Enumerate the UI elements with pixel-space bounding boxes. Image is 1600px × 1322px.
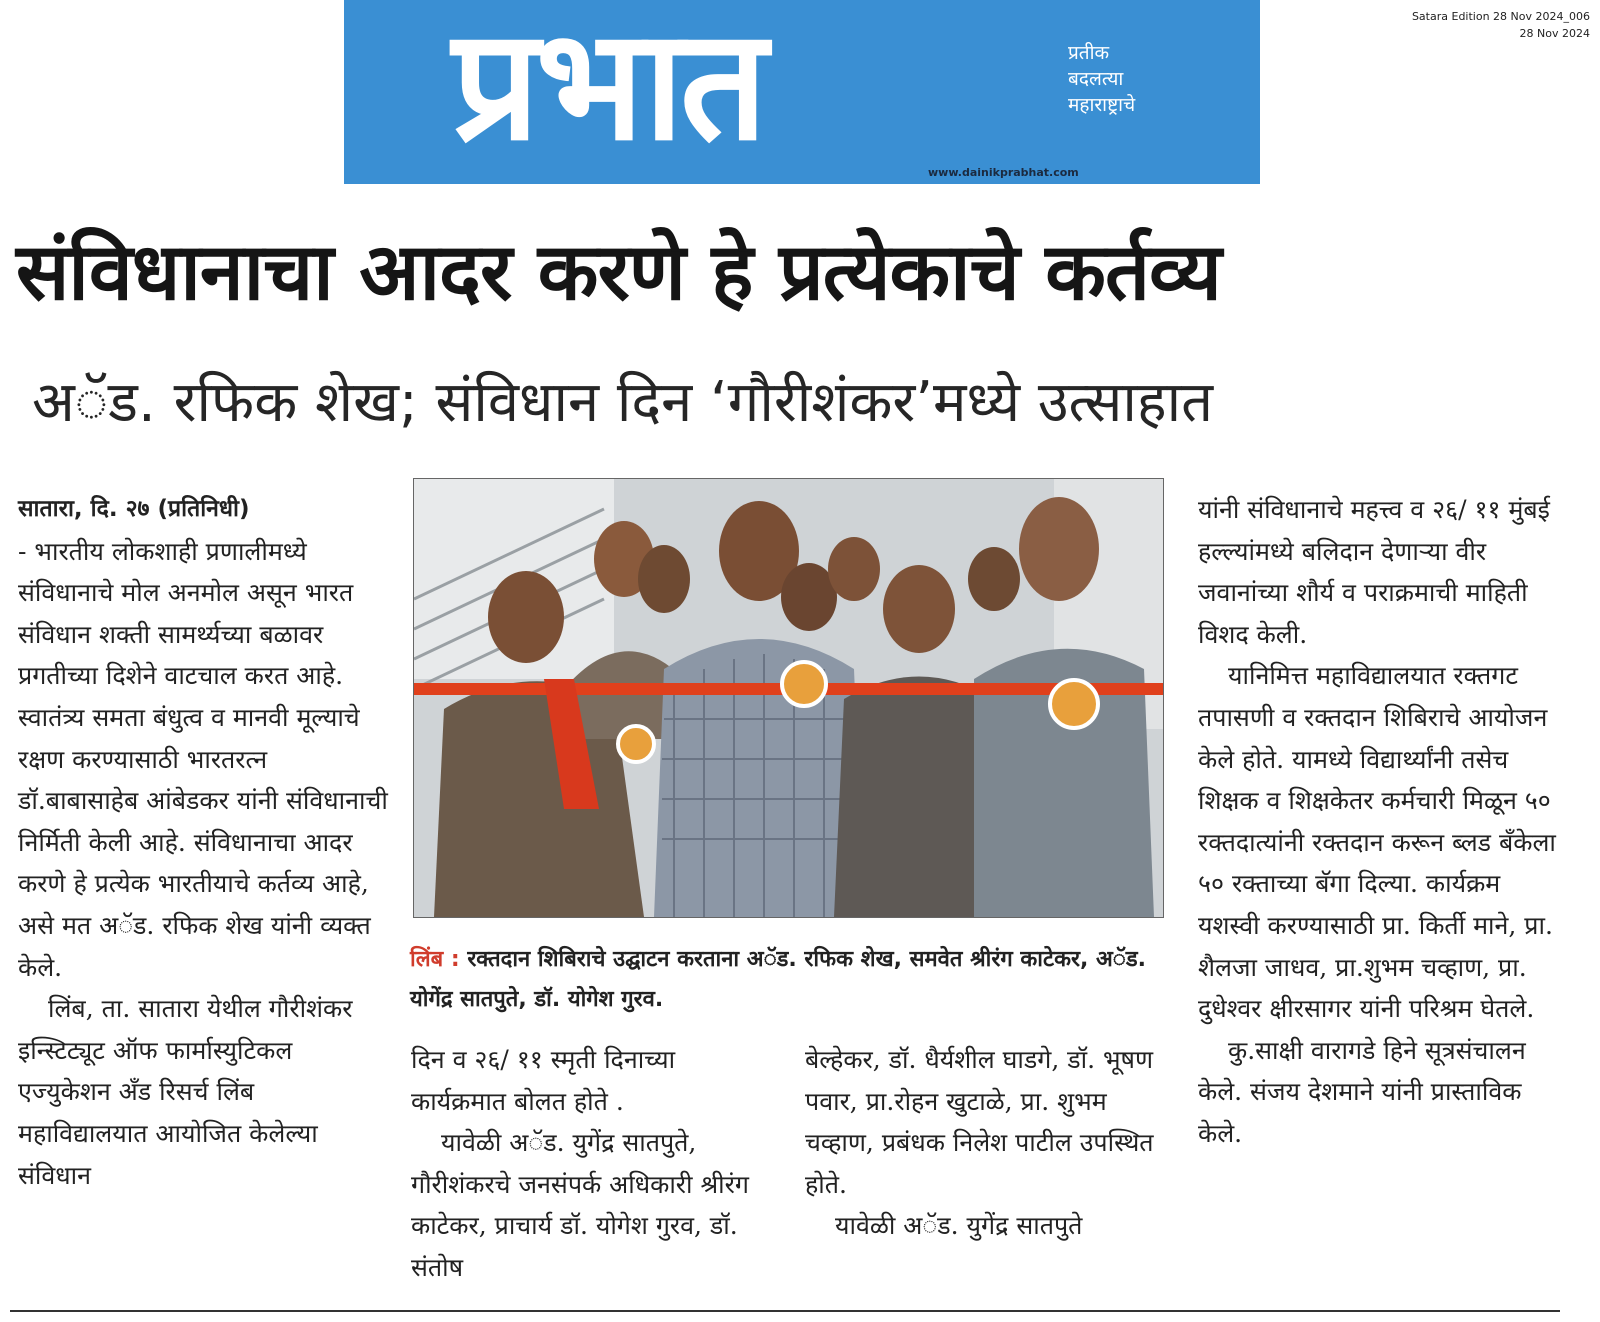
column-4-paragraph-2: यानिमित्त महाविद्यालयात रक्तगट तपासणी व रक्तदान शिबिराचे आयोजन केले होते. यामध्ये विद्यार्थ्यांनी तसेच शिक्षक व शिक्षकेतर कर्मचारी मिळून ५० रक्तदात्यांनी रक्तदान करून ब्लड बँकेला ५० रक्ताच्या बॅगा दिल्या. कार्यक्रम यशस्वी करण्यासाठी प्रा. किर्ती माने, प्रा. शैलजा जाधव, प्रा.शुभम चव्हाण, प्रा. दुधेश्वर क्षीरसागर यांनी परिश्रम घेतले. [1198,661,1556,1024]
tagline-line-1: प्रतीक [1068,42,1110,64]
edition-date: 28 Nov 2024 [1519,27,1590,40]
ribbon-cutting-photo [413,478,1164,918]
column-4-paragraph-3: कु.साक्षी वारागडे हिने सूत्रसंचालन केले. संजय देशमाने यांनी प्रास्ताविक केले. [1198,1035,1526,1148]
newspaper-logo: प्रभात [452,0,764,175]
bottom-divider [10,1310,1560,1312]
column-3-paragraph-2: यावेळी अॅड. युगेंद्र सातपुते [835,1211,1083,1241]
edition-info [1412,8,1590,42]
caption-place: लिंब : [410,947,460,972]
photo-caption [410,940,1170,1020]
article-headline: संविधानाचा आदर करणे हे प्रत्येकाचे कर्तव्य [16,226,1221,318]
column-2-paragraph-2: यावेळी अॅड. युगेंद्र सातपुते, गौरीशंकरचे जनसंपर्क अधिकारी श्रीरंग काटेकर, प्राचार्य डॉ. योगेश गुरव, डॉ. संतोष [411,1128,749,1282]
masthead-banner [344,0,1260,184]
column-3-paragraph-1: बेल्हेकर, डॉ. धैर्यशील घाडगे, डॉ. भूषण पवार, प्रा.रोहन खुटाळे, प्रा. शुभम चव्हाण, प्रबंधक निलेश पाटील उपस्थित होते. [805,1045,1154,1199]
article-column-3 [805,1039,1160,1247]
photo-illustration [414,479,1163,917]
tagline-line-2: बदलत्या [1068,68,1124,90]
column-1-paragraph-1: - भारतीय लोकशाही प्रणालीमध्ये संविधानाचे मोल अनमोल असून भारत संविधान शक्ती सामर्थ्यच्या बळावर प्रगतीच्या दिशेने वाटचाल करत आहे. स्वातंत्र्य समता बंधुत्व व मानवी मूल्याचे रक्षण करण्यासाठी भारतरत्न डॉ.बाबासाहेब आंबेडकर यांनी संविधानाची निर्मिती केली आहे. संविधानाचा आदर करणे हे प्रत्येक भारतीयाचे कर्तव्य आहे, असे मत अॅड. रफिक शेख यांनी व्यक्त केले. [18,536,388,982]
edition-name: Satara Edition 28 Nov 2024_006 [1411,10,1590,23]
article-column-2 [411,1039,776,1289]
column-2-paragraph-1: दिन व २६/ ११ स्मृती दिनाच्या कार्यक्रमात बोलत होते . [411,1045,676,1116]
column-1-paragraph-2: लिंब, ता. सातारा येथील गौरीशंकर इन्स्टिट्यूट ऑफ फार्मास्युटिकल एज्युकेशन अँड रिसर्च लिंब महाविद्यालयात आयोजित केलेल्या संविधान [18,994,353,1190]
column-4-paragraph-1: यांनी संविधानाचे महत्त्व व २६/ ११ मुंबई हल्ल्यांमध्ये बलिदान देणाऱ्या वीर जवानांच्या शौर्य व पराक्रमाची माहिती विशद केली. [1198,495,1550,649]
article-column-4 [1198,489,1568,1155]
tagline-line-3: महाराष्ट्राचे [1068,94,1136,116]
masthead-tagline [1068,40,1135,118]
article-dateline: सातारा, दि. २७ (प्रतिनिधी) [18,496,250,522]
caption-text: रक्तदान शिबिराचे उद्घाटन करताना अॅड. रफिक शेख, समवेत श्रीरंग काटेकर, अॅड. योगेंद्र सातपुते, डॉ. योगेश गुरव. [410,947,1146,1012]
article-subheadline: अॅड. रफिक शेख; संविधान दिन ‘गौरीशंकर’मध्ये उत्साहात [32,370,1214,435]
masthead-url[interactable]: www.dainikprabhat.com [928,166,1079,179]
article-column-1 [18,489,388,1196]
